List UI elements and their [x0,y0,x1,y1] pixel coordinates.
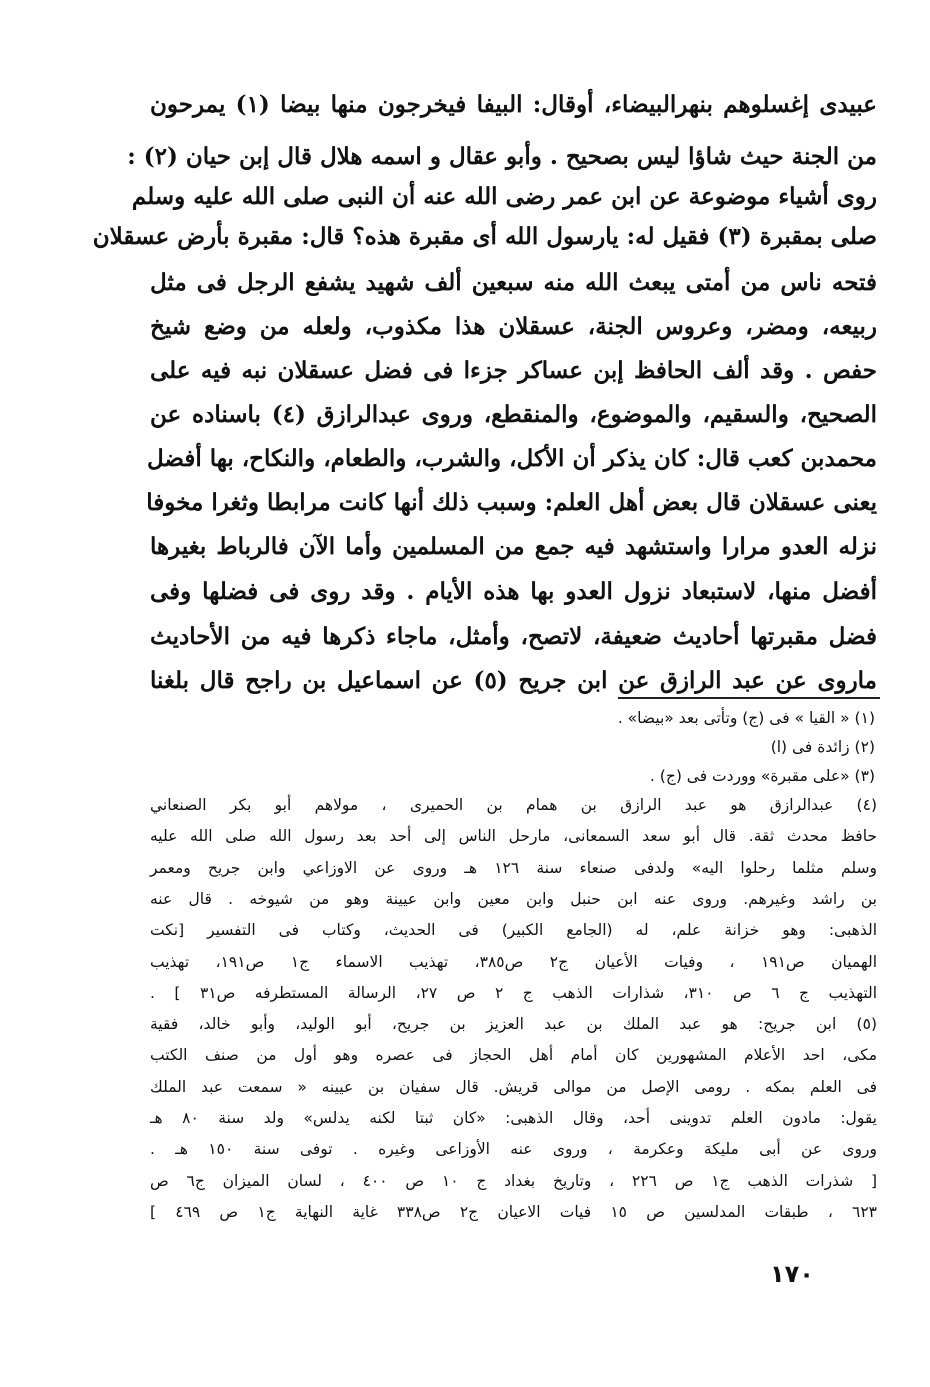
footnote-line: (٣) «على مقبرة» ووردت فى (ج) . [649,767,875,785]
footnote-line: [ شذرات الذهب ج١ ص ٢٢٦ ، وتاريخ بغداد ج ١٠ ص ٤٠٠ ، لسان الميزان ج٦ ص [150,1171,878,1190]
footnote-line: فى العلم بمكه . رومى الإصل من موالى قريش. قال سفيان بن عيينه « سمعت عبد الملك [150,1077,877,1096]
main-text-line: نزله العدو مرارا واستشهد فيه جمع من المسلمين وأما الآن فالرباط بغيرها [150,533,877,560]
footnote-separator [618,697,880,699]
footnote-line: وسلم مثلما رحلوا اليه» ولدفى صنعاء سنة ١٢٦ هـ وروى عن الاوزاعي وابن جريح ومعمر [150,858,877,877]
footnote-line: (١) « القيا » فى (ج) وتأتى بعد «بيضا» . [617,709,875,727]
page-number: ١٧٠ [770,1260,814,1288]
main-text-line: فضل مقبرتها أحاديث ضعيفة، لاتصح، وأمثل، ماجاء ذكرها فيه من الأحاديث [150,623,877,650]
footnote-line: (٢) زائدة فى (ا) [770,738,875,756]
main-text-line: صلى بمقبرة (٣) فقيل له: يارسول الله أى مقبرة هذه؟ قال: مقبرة بأرض عسقلان [92,223,877,250]
footnote-line: الذهبى: وهو خزانة علم، له (الجامع الكبير) فى الحديث، وكتاب فى التفسير [نكت [150,921,877,940]
main-text-line: أفضل منها، لاستبعاد نزول العدو بها هذه الأيام . وقد روى فى فضلها وفى [150,578,877,605]
main-text-line: روى أشياء موضوعة عن ابن عمر رضى الله عنه أن النبى صلى الله عليه وسلم [131,183,877,210]
footnote-line: التهذيب ج ٦ ص ٣١٠، شذارات الذهب ج ٢ ص ٢٧، الرسالة المستطرفه ص٣١ ] . [150,983,878,1002]
main-text-line: فتحه ناس من أمتى يبعث الله منه سبعين ألف شهيد يشفع الرجل فى مثل [150,269,877,296]
footnote-line: يقول: مادون العلم تدوينى أحد، وقال الذهبى: «كان ثبتا لكنه يدلس» ولد سنة ٨٠ هـ [150,1109,877,1127]
main-text-line: ماروى عن عبد الرازق عن ابن جريح (٥) عن اسماعيل بن راجح قال بلغنا [150,667,877,694]
footnote-line: حافظ محدث ثقة. قال أبو سعد السمعانى، مارحل الناس إلى أحد بعد رسول الله صلى الله عليه [150,827,877,846]
main-text-line: عبيدى إغسلوهم بنهرالبيضاء، أوقال: البيفا فيخرجون منها بيضا (١) يمرحون [150,91,877,118]
footnote-line: (٤) عبدالرازق هو عبد الرازق بن همام بن الحميرى ، مولاهم أبو بكر الصنعاني [150,796,877,814]
footnote-line: مكى، احد الأعلام المشهورين كان أمام أهل الحجاز فى عصره وهو أول من صنف الكتب [150,1046,877,1065]
footnote-line: الهميان ص١٩١ ، وفيات الأعيان ج٢ ص٣٨٥، تهذيب الاسماء ج١ ص١٩١، تهذيب [150,952,878,971]
footnote-line: ٦٢٣ ، طبقات المدلسين ص ١٥ فيات الاعيان ج٢ ص٣٣٨ غاية النهاية ج١ ص ٤٦٩ ] [150,1202,878,1221]
footnote-line: بن راشد وغيرهم. وروى عنه ابن حنبل وابن معين وابن عيينة وهو من شيوخه . قال عنه [150,889,877,908]
main-text-line: الصحيح، والسقيم، والموضوع، والمنقطع، وروى عبدالرازق (٤) باسناده عن [150,401,877,428]
main-text-line: حفص . وقد ألف الحافظ إبن عساكر جزءا فى فضل عسقلان نبه فيه على [150,357,877,384]
main-text-line: محمدبن كعب قال: كان يذكر أن الأكل، والشرب، والطعام، والنكاح، بها أفضل [146,445,877,472]
footnote-line: وروى عن أبى مليكة وعكرمة ، وروى عنه الأوزاعى وغيره . توفى سنة ١٥٠ هـ . [150,1140,878,1159]
footnote-line: (٥) ابن جريح: هو عبد الملك بن عبد العزيز بن جريح، أبو الوليد، وأبو خالد، فقية [150,1015,877,1034]
main-text-line: ربيعه، ومضر، وعروس الجنة، عسقلان هذا مكذوب، ولعله من وضع شيخ [150,313,877,340]
main-text-line: من الجنة حيث شاؤا ليس بصحيح . وأبو عقال و اسمه هلال قال إبن حيان (٢) : [127,143,877,170]
main-text-line: يعنى عسقلان قال بعض أهل العلم: وسبب ذلك أنها كانت مرابطا وثغرا مخوفا [146,489,877,516]
